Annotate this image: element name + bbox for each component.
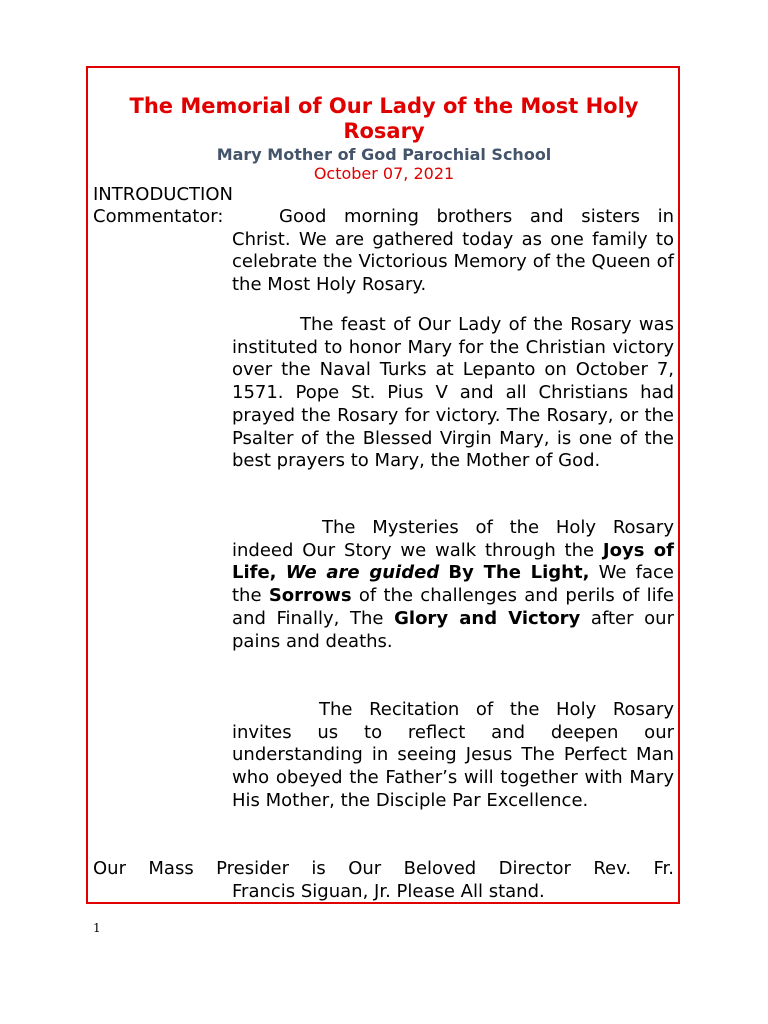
mysteries-text-2: We face the (232, 562, 674, 607)
presider-line-2: Francis Siguan, Jr. Please All stand. (232, 881, 545, 902)
we-are-guided-emphasis: We are guided (285, 562, 440, 584)
joys-of-life-emphasis: Joys of Life, (232, 539, 674, 584)
paragraph-greeting: Good morning brothers and sisters in Christ. We are gathered today as one family to celebrate the Victorious Memory of the Queen of the Most Holy Rosary. (232, 206, 674, 296)
sorrows-emphasis: Sorrows (268, 585, 352, 607)
paragraph-recitation: The Recitation of the Holy Rosary invites us to reflect and deepen our understanding in seeing Jesus The Perfect Man who obeyed the Father’s will together with Mary His Mother, the Disciple Par Excellence. (232, 699, 674, 811)
mysteries-text-1: The Mysteries of the Holy Rosary indeed Our Story we walk through the (232, 517, 674, 561)
glory-and-victory-emphasis: Glory and Victory (394, 607, 581, 629)
by-the-light-emphasis: By The Light, (448, 562, 590, 584)
event-date: October 07, 2021 (313, 164, 455, 183)
space (277, 562, 286, 583)
document-title-line-2: Rosary (343, 119, 425, 143)
mysteries-text-3: of the challenges and perils of life and Finally, The (232, 585, 674, 629)
speaker-label: Commentator: (93, 206, 224, 227)
page-number: 1 (93, 921, 101, 935)
document-title-line-1: The Memorial of Our Lady of the Most Holy (129, 94, 639, 118)
school-name: Mary Mother of God Parochial School (216, 145, 552, 164)
paragraph-mysteries (232, 517, 674, 653)
mysteries-text-4: after our pains and deaths. (232, 607, 674, 652)
section-heading: INTRODUCTION (93, 184, 233, 205)
paragraph-feast-history: The feast of Our Lady of the Rosary was instituted to honor Mary for the Christian victory over the Naval Turks at Lepanto on October 7, 1571. Pope St. Pius V and all Christians had prayed the Rosary for victory. The Rosary, or the Psalter of the Blessed Virgin Mary, is one of the best prayers to Mary, the Mother of God. (232, 314, 674, 472)
presider-line-1: Our Mass Presider is Our Beloved Director Rev. Fr. (93, 858, 674, 879)
